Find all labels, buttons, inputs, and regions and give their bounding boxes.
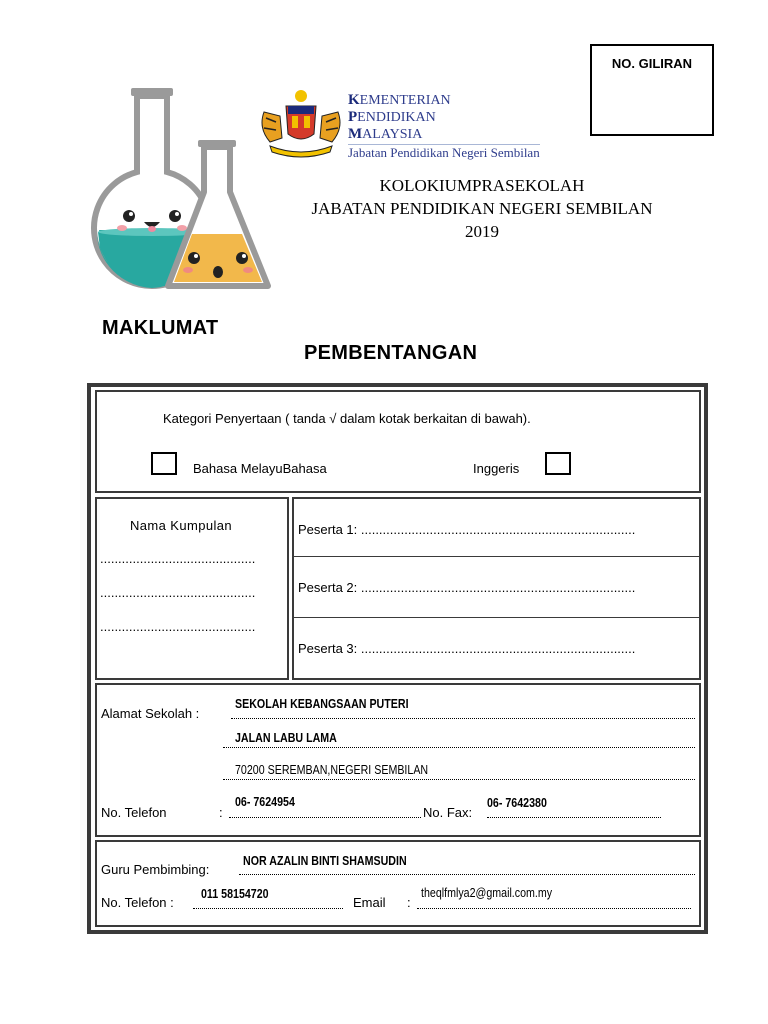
lab-flasks-illustration — [88, 86, 278, 298]
ministry-line2: ENDIDIKAN — [357, 110, 436, 125]
participant-2-field[interactable]: Peserta 2: ............................................................................ — [298, 580, 636, 595]
participant-1-field[interactable]: Peserta 1: ............................................................................ — [298, 522, 636, 537]
group-name-line-3[interactable]: ........................................... — [100, 619, 256, 634]
teacher-name-rule — [239, 874, 695, 875]
teacher-email-value[interactable]: theqlfmlya2@gmail.com.my — [421, 885, 553, 900]
school-fax-rule — [487, 817, 661, 818]
teacher-label: Guru Pembimbing: — [101, 862, 210, 877]
ministry-cap-p: P — [348, 109, 358, 125]
participant-divider-2 — [294, 617, 699, 618]
school-phone-rule — [229, 817, 421, 818]
participants-section — [292, 497, 701, 680]
address-line-3[interactable]: 70200 SEREMBAN,NEGERI SEMBILAN — [235, 762, 429, 777]
ministry-cap-k: K — [348, 92, 360, 108]
teacher-section — [95, 840, 701, 927]
address-line-2[interactable]: JALAN LABU LAMA — [235, 730, 337, 745]
school-phone-label: No. Telefon — [101, 805, 167, 820]
ministry-crest-logo — [256, 88, 346, 160]
giliran-label: NO. GILIRAN — [611, 56, 693, 71]
registration-form — [87, 383, 708, 934]
participant-divider-1 — [294, 556, 699, 557]
teacher-email-label: Email — [353, 895, 386, 910]
teacher-phone-label: No. Telefon : — [101, 895, 174, 910]
checkbox-bahasa-melayu[interactable] — [151, 452, 177, 475]
group-name-section — [95, 497, 289, 680]
group-name-label: Nama Kumpulan — [130, 518, 233, 533]
teacher-phone-rule — [193, 908, 343, 909]
ministry-cap-m: M — [348, 126, 363, 142]
option-bahasa-melayu-label: Bahasa MelayuBahasa — [193, 461, 327, 476]
school-address-label: Alamat Sekolah : — [101, 706, 200, 721]
title-maklumat: MAKLUMAT — [102, 317, 219, 339]
group-name-line-2[interactable]: ........................................... — [100, 585, 256, 600]
address-line-2-rule — [223, 747, 695, 748]
participant-3-field[interactable]: Peserta 3: ............................................................................ — [298, 641, 636, 656]
address-line-1[interactable]: SEKOLAH KEBANGSAAN PUTERI — [235, 696, 409, 711]
group-name-line-1[interactable]: ........................................... — [100, 551, 256, 566]
teacher-name-value[interactable]: NOR AZALIN BINTI SHAMSUDIN — [243, 853, 407, 868]
option-inggeris-label: Inggeris — [473, 461, 520, 476]
category-section — [95, 390, 701, 493]
title-pembentangan: PEMBENTANGAN — [304, 342, 478, 364]
ministry-line1: EMENTERIAN — [359, 93, 451, 108]
address-line-3-rule — [223, 779, 695, 780]
teacher-phone-value[interactable]: 011 58154720 — [201, 886, 269, 901]
school-section — [95, 683, 701, 837]
teacher-email-colon: : — [407, 895, 411, 910]
ministry-wordmark — [348, 92, 540, 161]
department-name: JABATAN PENDIDIKAN NEGERI SEMBILAN — [311, 199, 653, 218]
school-phone-value[interactable]: 06- 7624954 — [235, 794, 295, 809]
school-phone-colon: : — [219, 805, 223, 820]
checkbox-bahasa-inggeris[interactable] — [545, 452, 571, 475]
giliran-box — [590, 44, 714, 136]
event-title: KOLOKIUMPRASEKOLAH — [379, 176, 585, 195]
school-fax-label: No. Fax: — [423, 805, 473, 820]
ministry-subtitle: Jabatan Pendidikan Negeri Sembilan — [348, 145, 540, 160]
school-fax-value[interactable]: 06- 7642380 — [487, 795, 547, 810]
category-instruction: Kategori Penyertaan ( tanda √ dalam kotak berkaitan di bawah). — [163, 411, 531, 426]
event-year: 2019 — [465, 222, 499, 241]
address-line-1-rule — [231, 718, 695, 719]
teacher-email-rule — [417, 908, 691, 909]
ministry-line3: ALAYSIA — [362, 127, 423, 142]
